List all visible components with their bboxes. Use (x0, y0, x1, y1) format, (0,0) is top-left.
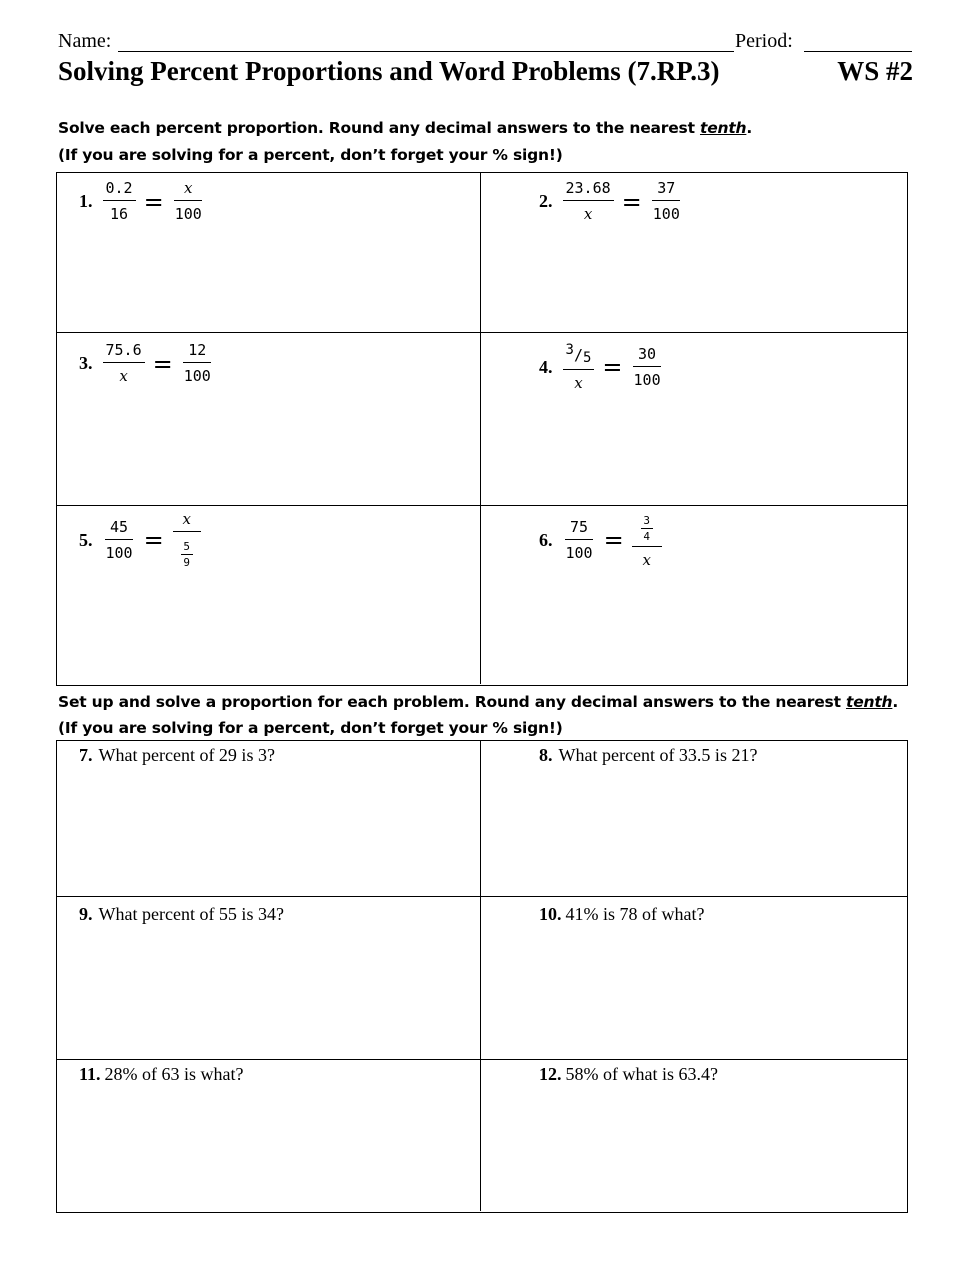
problem-3: 3. $\frac{75.6}{x}$ = $\frac{12}{100}$ (79, 343, 214, 384)
page-title: Solving Percent Proportions and Word Problems (7.RP.3) (58, 56, 720, 86)
emphasis-tenth: tenth (845, 693, 893, 711)
fraction: $\frac{23.68}{x}$ (563, 181, 614, 222)
problem-cell-5[interactable] (57, 506, 481, 684)
problem-1: 1. $\frac{0.2}{16}$ = $\frac{x}{100}$ (79, 181, 205, 222)
fraction: $\frac{75}{100}$ (565, 517, 593, 562)
name-label: Name: (58, 30, 112, 52)
fraction: $\frac{30}{100}$ (633, 344, 661, 389)
problem-cell-9[interactable] (57, 897, 481, 1059)
grid-row (57, 173, 907, 333)
grid-row (57, 333, 907, 506)
problem-cell-1[interactable] (57, 173, 481, 332)
problem-2: 2. $\frac{23.68}{x}$ = $\frac{37}{100}$ (539, 181, 683, 222)
name-period-line (58, 30, 914, 54)
fraction: $\frac{0.2}{16}$ (103, 181, 136, 222)
emphasis-tenth: tenth (699, 119, 747, 137)
problem-5: 5. $\frac{45}{100}$ = $\frac{x}{\frac{5}{9}}$ (79, 512, 202, 568)
problem-11: 11. 28% of 63 is what? (79, 1064, 244, 1084)
problem-cell-6[interactable] (481, 506, 907, 684)
fraction: $\frac{x}{\frac{5}{9}}$ (172, 512, 202, 568)
problem-cell-8[interactable] (481, 741, 907, 896)
fraction: $\frac{45}{100}$ (105, 517, 133, 562)
problem-6: 6. $\frac{75}{100}$ = $\frac{\frac{3}{4}}{x}$ (539, 512, 662, 568)
problem-4: 4. $\frac{^3/_5}{x}$ = $\frac{30}{100}$ (539, 343, 664, 391)
problem-cell-4[interactable] (481, 333, 907, 505)
grid-row (57, 1060, 907, 1211)
fraction: $\frac{12}{100}$ (183, 341, 211, 385)
worksheet-number: WS #2 (837, 56, 913, 86)
section2-instruction-line2: (If you are solving for a percent, don’t forget your % sign!) (58, 719, 563, 737)
section1-instruction-line1: Solve each percent proportion. Round any decimal answers to the nearest tenth. (58, 119, 753, 137)
period-label: Period: (735, 30, 793, 52)
problem-cell-2[interactable] (481, 173, 907, 332)
problem-10: 10. 41% is 78 of what? (539, 904, 705, 924)
proportion-grid (56, 172, 908, 686)
fraction: $\frac{x}{100}$ (174, 179, 202, 223)
problem-cell-12[interactable] (481, 1060, 907, 1211)
grid-row (57, 897, 907, 1060)
name-field[interactable] (118, 51, 734, 52)
problem-cell-11[interactable] (57, 1060, 481, 1211)
problem-12: 12. 58% of what is 63.4? (539, 1064, 718, 1084)
grid-row (57, 741, 907, 897)
word-problem-grid (56, 740, 908, 1213)
fraction: $\frac{\frac{3}{4}}{x}$ (632, 512, 662, 568)
fraction: $\frac{75.6}{x}$ (103, 343, 145, 384)
fraction: $\frac{^3/_5}{x}$ (563, 343, 595, 391)
section1-instruction-line2: (If you are solving for a percent, don’t forget your % sign!) (58, 146, 563, 164)
grid-row (57, 506, 907, 684)
problem-7: 7. What percent of 29 is 3? (79, 745, 275, 765)
problem-8: 8. What percent of 33.5 is 21? (539, 745, 758, 765)
problem-9: 9. What percent of 55 is 34? (79, 904, 284, 924)
fraction: $\frac{37}{100}$ (652, 179, 680, 223)
problem-cell-3[interactable] (57, 333, 481, 505)
period-field[interactable] (804, 51, 912, 52)
section2-instruction-line1: Set up and solve a proportion for each problem. Round any decimal answers to the nearest tenth. (58, 693, 899, 711)
problem-cell-10[interactable] (481, 897, 907, 1059)
problem-cell-7[interactable] (57, 741, 481, 896)
